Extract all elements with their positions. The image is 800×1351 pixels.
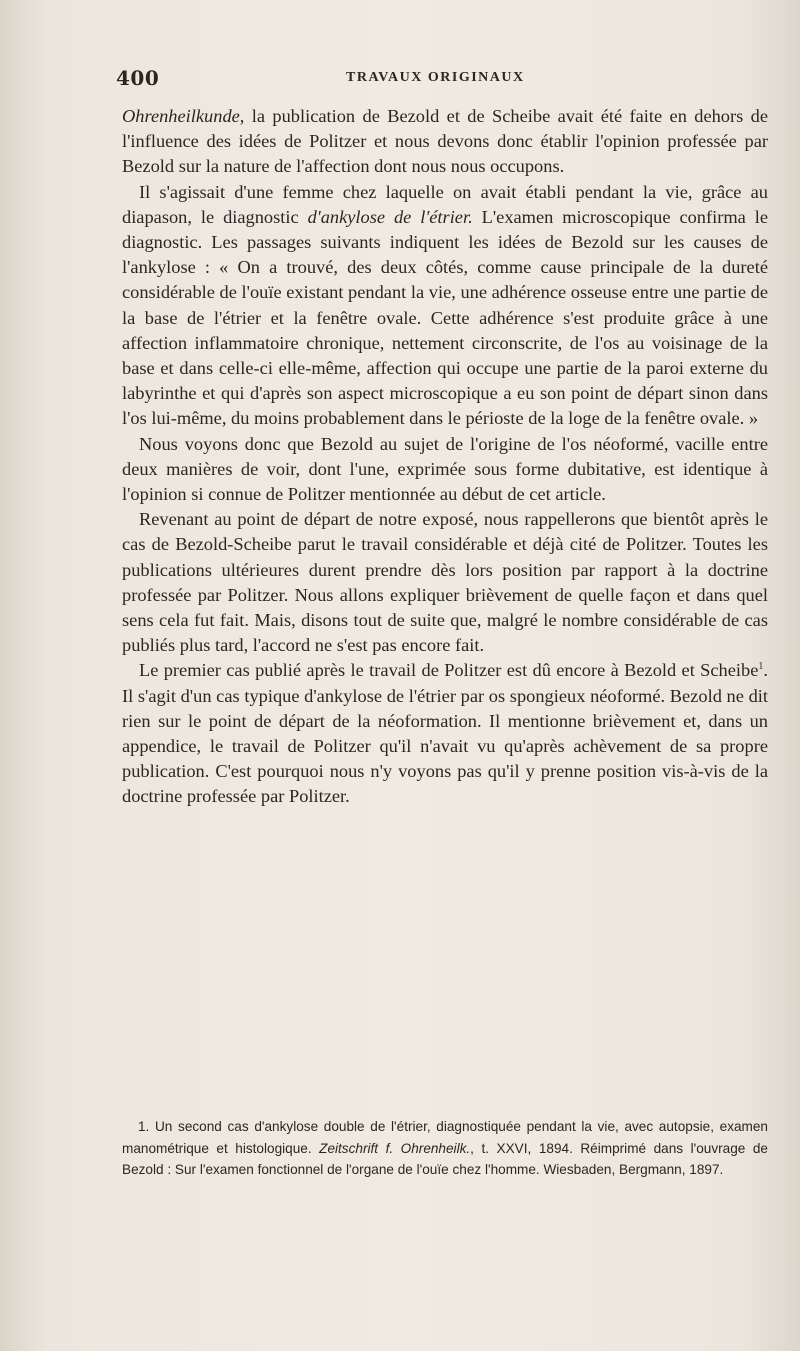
text-run: , t. XXVI, 1894. Réimprimé dans l'ouvrage de Bezold : Sur l'examen fonctionnel de l'organe de l'ouïe chez l'homme. Wiesbaden, Bergmann, 1897.: [122, 1140, 768, 1178]
text-run: , la publication de Bezold et de Scheibe avait été faite en dehors de l'influence des idées de Politzer et nous devons donc établir l'opinion professée par Bezold sur la nature de l'affection dont nous nous occupons.: [122, 106, 768, 177]
paragraph: [122, 507, 768, 658]
footnote-reference: 1: [758, 661, 764, 673]
text-run: . Il s'agit d'un cas typique d'ankylose de l'étrier par os spongieux néoformé. Bezold ne dit rien sur le point de départ de la néoformation. Il mentionne brièvement et, dans un appendice, le travail de Politzer qu'il n'avait vu qu'après achèvement de sa propre publication. C'est pourquoi nous n'y voyons pas qu'il y prenne position vis-à-vis de la doctrine professée par Politzer.: [122, 660, 768, 807]
running-head: [116, 66, 772, 94]
paragraph: [122, 432, 768, 508]
text-run: Il s'agissait d'une femme chez laquelle on avait établi pendant la vie, grâce au diapason, le diagnostic: [122, 181, 768, 227]
text-run: Revenant au point de départ de notre exposé, nous rappellerons que bientôt après le cas de Bezold-Scheibe parut le travail considérable et déjà cité de Politzer. Toutes les publications ultérieures durent prendre dès lors position par rapport à la doctrine professée par Politzer. Nous allons expliquer brièvement de quelle façon et dans quel sens cela fut fait. Mais, disons tout de suite que, malgré le nombre considérable de cas publiés plus tard, l'accord ne s'est pas encore fait.: [122, 509, 768, 656]
italic-text: d'ankylose de l'étrier.: [307, 206, 473, 227]
paragraph: [122, 104, 768, 180]
text-run: L'examen microscopique confirma le diagnostic. Les passages suivants indiquent les idées de Bezold sur les causes de l'ankylose : « On a trouvé, des deux côtés, comme cause principale de la dureté considérable de l'ouïe existant pendant la vie, une adhérence osseuse entre une partie de la base de l'étrier et la fenêtre ovale. Cette adhérence s'est produite grâce à une affection inflammatoire chronique, nettement circonscrite, de l'os au voisinage de la base et dans celle-ci elle-même, affection qui occupe une partie de la paroi externe du labyrinthe et qui d'après son aspect microscopique a eu son point de départ sinon dans l'os lui-même, du moins probablement dans le périoste de la loge de la fenêtre ovale. »: [122, 206, 769, 429]
text-run: 1. Un second cas d'ankylose double de l'étrier, diagnostiquée pendant la vie, avec autopsie, examen manométrique et histologique.: [122, 1119, 768, 1156]
page-number: 400: [116, 66, 160, 90]
footnote: [122, 1116, 768, 1181]
paragraph: [122, 658, 768, 809]
text-run: Le premier cas publié après le travail de Politzer est dû encore à Bezold et Scheibe: [139, 660, 759, 681]
paragraph: [122, 180, 768, 432]
italic-text: Zeitschrift f. Ohrenheilk.: [319, 1140, 471, 1156]
italic-text: Ohrenheilkunde: [122, 106, 240, 126]
running-title: TRAVAUX ORIGINAUX: [346, 70, 525, 85]
text-run: Nous voyons donc que Bezold au sujet de l'origine de l'os néoformé, vacille entre deux manières de voir, dont l'une, exprimée sous forme dubitative, est identique à l'opinion si connue de Politzer mentionnée au début de cet article.: [122, 433, 768, 505]
body-text: [122, 104, 768, 810]
